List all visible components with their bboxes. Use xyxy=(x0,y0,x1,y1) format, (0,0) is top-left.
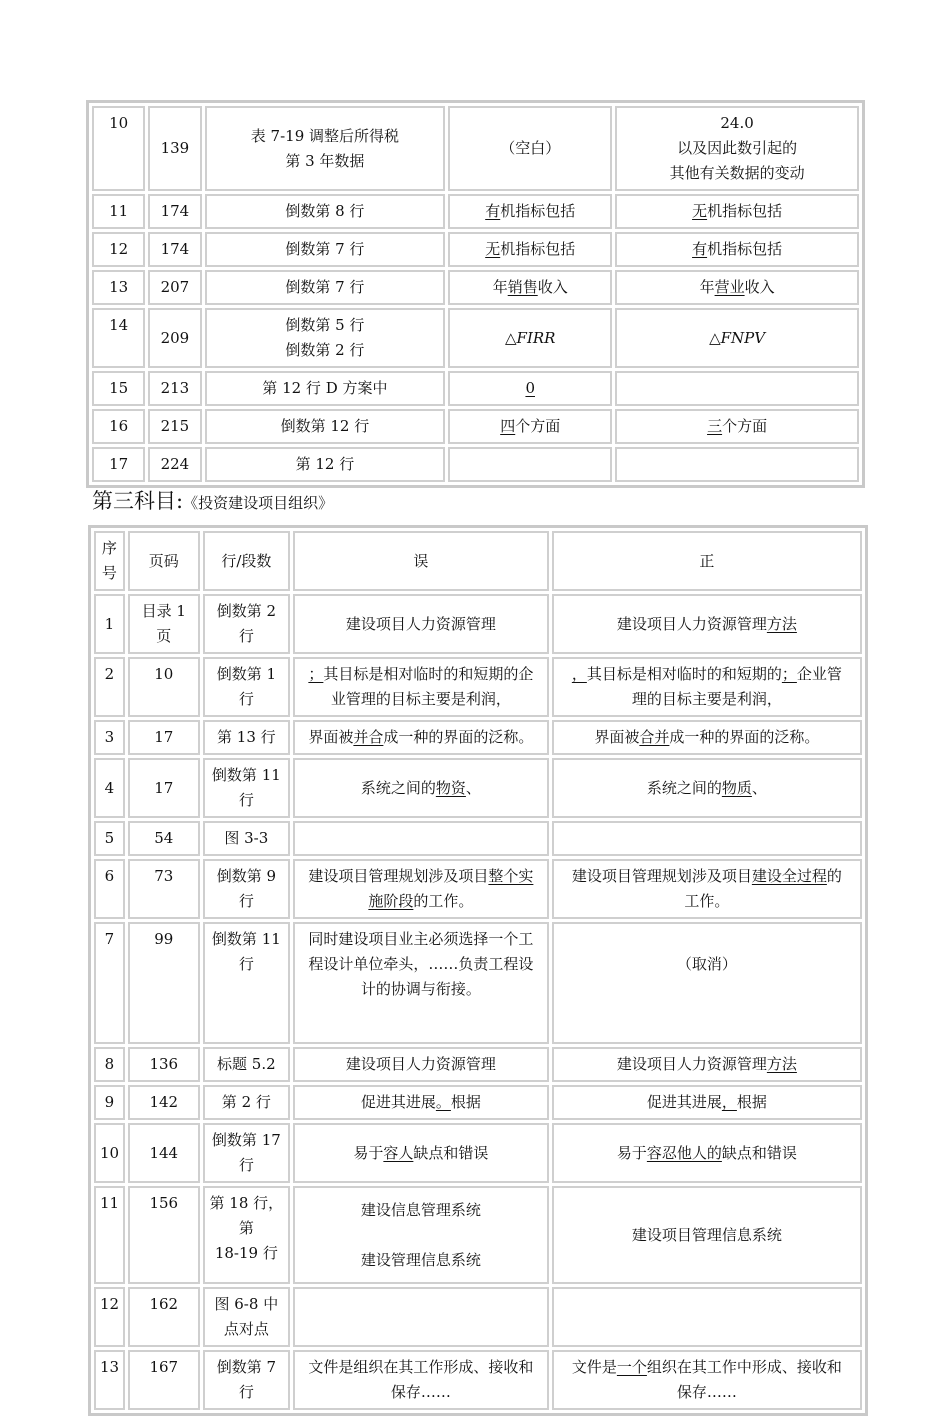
page-number: 10 xyxy=(128,657,200,717)
table-row xyxy=(94,1186,862,1284)
correct-text: ，其目标是相对临时的和短期的；企业管 理的目标主要是利润， xyxy=(552,657,862,717)
line-location: 第 2 行 xyxy=(203,1085,290,1120)
table-row xyxy=(94,1350,862,1410)
wrong-text: 0 xyxy=(448,371,612,406)
line-location: 倒数第 7 行 xyxy=(205,232,446,267)
correct-text: 文件是一个组织在其工作中形成、接收和 保存…… xyxy=(552,1350,862,1410)
correct-text: 三个方面 xyxy=(615,409,859,444)
wrong-text: 年销售收入 xyxy=(448,270,612,305)
line-location: 倒数第 11 行 xyxy=(203,922,290,1044)
correct-text: 无机指标包括 xyxy=(615,194,859,229)
row-number: 12 xyxy=(94,1287,125,1347)
table-row xyxy=(94,1085,862,1120)
line-location: 倒数第 5 行 倒数第 2 行 xyxy=(205,308,446,368)
wrong-text xyxy=(293,821,549,856)
correct-text: 促进其进展，根据 xyxy=(552,1085,862,1120)
row-number: 13 xyxy=(92,270,145,305)
correct-text xyxy=(615,371,859,406)
wrong-text: 同时建设项目业主必须选择一个工 程设计单位牵头，……负责工程设 计的协调与衔接。 xyxy=(293,922,549,1044)
wrong-text: 界面被并合成一种的界面的泛称。 xyxy=(293,720,549,755)
table-row xyxy=(94,1047,862,1082)
page-number: 目录 1 页 xyxy=(128,594,200,654)
row-number: 11 xyxy=(92,194,145,229)
row-number: 6 xyxy=(94,859,125,919)
row-number: 7 xyxy=(94,922,125,1044)
table-row xyxy=(94,657,862,717)
page-number: 142 xyxy=(128,1085,200,1120)
wrong-text: 易于容人缺点和错误 xyxy=(293,1123,549,1183)
line-location: 标题 5.2 xyxy=(203,1047,290,1082)
wrong-text: ；其目标是相对临时的和短期的企 业管理的目标主要是利润， xyxy=(293,657,549,717)
row-number: 16 xyxy=(92,409,145,444)
page-number: 136 xyxy=(128,1047,200,1082)
wrong-text: 建设项目人力资源管理 xyxy=(293,1047,549,1082)
page-number: 174 xyxy=(148,194,201,229)
row-number: 17 xyxy=(92,447,145,482)
row-number: 1 xyxy=(94,594,125,654)
header-wrong: 误 xyxy=(293,531,549,591)
page-number: 54 xyxy=(128,821,200,856)
table-row xyxy=(92,409,859,444)
table-row xyxy=(92,194,859,229)
header-line: 行/段数 xyxy=(203,531,290,591)
errata-table xyxy=(88,525,868,1416)
line-location: 倒数第 9 行 xyxy=(203,859,290,919)
page-number: 224 xyxy=(148,447,201,482)
table-row xyxy=(94,1287,862,1347)
section-title: 第三科目: xyxy=(92,489,184,513)
header-correct: 正 xyxy=(552,531,862,591)
wrong-text: 建设项目人力资源管理 xyxy=(293,594,549,654)
line-location: 第 12 行 xyxy=(205,447,446,482)
correct-text xyxy=(552,821,862,856)
wrong-text: 有机指标包括 xyxy=(448,194,612,229)
table-row xyxy=(94,594,862,654)
line-location: 图 3-3 xyxy=(203,821,290,856)
table-row xyxy=(92,371,859,406)
line-location: 倒数第 1 行 xyxy=(203,657,290,717)
table-row xyxy=(94,922,862,1044)
correct-text: △FNPV xyxy=(615,308,859,368)
page-number: 17 xyxy=(128,758,200,818)
correct-text: 界面被合并成一种的界面的泛称。 xyxy=(552,720,862,755)
wrong-text xyxy=(448,447,612,482)
correct-text: （取消） xyxy=(552,922,862,1044)
page-number: 215 xyxy=(148,409,201,444)
header-page: 页码 xyxy=(128,531,200,591)
line-location: 第 18 行，第 18-19 行 xyxy=(203,1186,290,1284)
line-location: 倒数第 7 行 xyxy=(205,270,446,305)
page-number: 17 xyxy=(128,720,200,755)
page-number: 209 xyxy=(148,308,201,368)
wrong-text: （空白） xyxy=(448,106,612,191)
page-number: 213 xyxy=(148,371,201,406)
row-number: 10 xyxy=(92,106,145,191)
wrong-text: 无机指标包括 xyxy=(448,232,612,267)
errata-table-continued xyxy=(86,100,865,488)
page-number: 99 xyxy=(128,922,200,1044)
page-number: 162 xyxy=(128,1287,200,1347)
correct-text: 易于容忍他人的缺点和错误 xyxy=(552,1123,862,1183)
correct-text: 系统之间的物质、 xyxy=(552,758,862,818)
table-row xyxy=(94,821,862,856)
page-number: 73 xyxy=(128,859,200,919)
row-number: 11 xyxy=(94,1186,125,1284)
wrong-text: △FIRR xyxy=(448,308,612,368)
section-heading xyxy=(92,485,333,515)
row-number: 14 xyxy=(92,308,145,368)
correct-text: 有机指标包括 xyxy=(615,232,859,267)
table-row xyxy=(94,720,862,755)
table-row xyxy=(92,308,859,368)
correct-text: 建设项目人力资源管理方法 xyxy=(552,1047,862,1082)
row-number: 9 xyxy=(94,1085,125,1120)
line-location: 第 12 行 D 方案中 xyxy=(205,371,446,406)
page-number: 139 xyxy=(148,106,201,191)
row-number: 8 xyxy=(94,1047,125,1082)
page-number: 156 xyxy=(128,1186,200,1284)
wrong-text: 建设信息管理系统 建设管理信息系统 xyxy=(293,1186,549,1284)
header-seq: 序号 xyxy=(94,531,125,591)
row-number: 12 xyxy=(92,232,145,267)
row-number: 3 xyxy=(94,720,125,755)
line-location: 倒数第 8 行 xyxy=(205,194,446,229)
row-number: 4 xyxy=(94,758,125,818)
table-row xyxy=(92,270,859,305)
table-row xyxy=(92,106,859,191)
wrong-text: 促进其进展。根据 xyxy=(293,1085,549,1120)
page-number: 144 xyxy=(128,1123,200,1183)
page-number: 174 xyxy=(148,232,201,267)
table-row xyxy=(94,758,862,818)
wrong-text: 系统之间的物资、 xyxy=(293,758,549,818)
correct-text: 建设项目管理信息系统 xyxy=(552,1186,862,1284)
correct-text: 24.0 以及因此数引起的 其他有关数据的变动 xyxy=(615,106,859,191)
row-number: 10 xyxy=(94,1123,125,1183)
line-location: 倒数第 7 行 xyxy=(203,1350,290,1410)
line-location: 倒数第 2 行 xyxy=(203,594,290,654)
line-location: 第 13 行 xyxy=(203,720,290,755)
row-number: 15 xyxy=(92,371,145,406)
line-location: 倒数第 17 行 xyxy=(203,1123,290,1183)
line-location: 表 7-19 调整后所得税 第 3 年数据 xyxy=(205,106,446,191)
wrong-text: 建设项目管理规划涉及项目整个实 施阶段的工作。 xyxy=(293,859,549,919)
correct-text xyxy=(615,447,859,482)
table-header-row xyxy=(94,531,862,591)
correct-text: 建设项目管理规划涉及项目建设全过程的 工作。 xyxy=(552,859,862,919)
line-location: 图 6-8 中 点对点 xyxy=(203,1287,290,1347)
wrong-text: 四个方面 xyxy=(448,409,612,444)
table-row xyxy=(92,447,859,482)
page-number: 167 xyxy=(128,1350,200,1410)
row-number: 13 xyxy=(94,1350,125,1410)
page-number: 207 xyxy=(148,270,201,305)
line-location: 倒数第 11 行 xyxy=(203,758,290,818)
correct-text xyxy=(552,1287,862,1347)
section-subtitle: 《投资建设项目组织》 xyxy=(183,494,334,512)
table-row xyxy=(94,1123,862,1183)
table-row xyxy=(94,859,862,919)
row-number: 2 xyxy=(94,657,125,717)
line-location: 倒数第 12 行 xyxy=(205,409,446,444)
table-row xyxy=(92,232,859,267)
wrong-text: 文件是组织在其工作形成、接收和 保存…… xyxy=(293,1350,549,1410)
wrong-text xyxy=(293,1287,549,1347)
row-number: 5 xyxy=(94,821,125,856)
correct-text: 建设项目人力资源管理方法 xyxy=(552,594,862,654)
correct-text: 年营业收入 xyxy=(615,270,859,305)
